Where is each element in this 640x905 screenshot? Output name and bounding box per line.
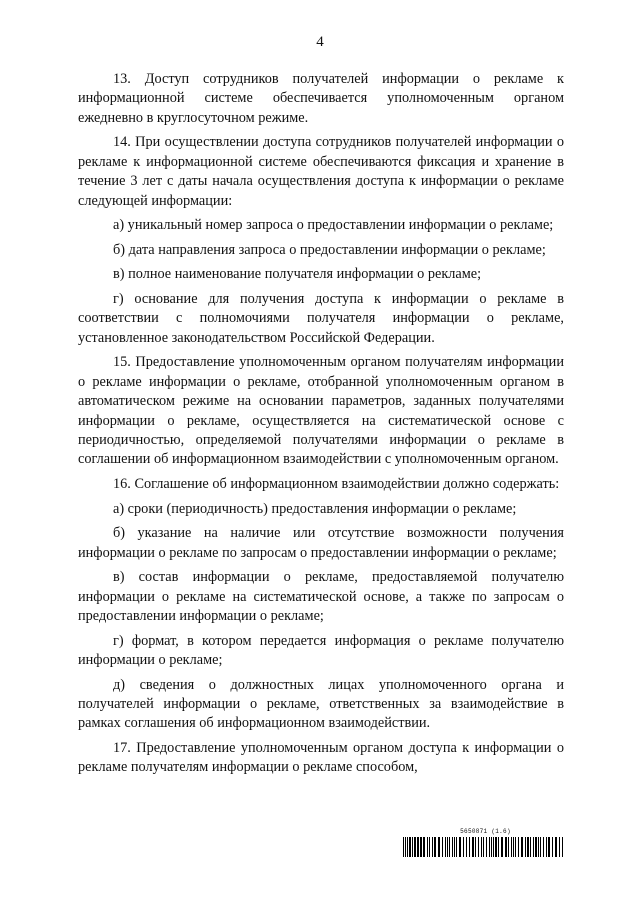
document-body xyxy=(78,70,564,783)
paragraph-14: 14. При осуществлении доступа сотрудников получателей информации о рекламе к информационной системе обеспечиваются фиксация и хранение в течение 3 лет с даты начала осуществления доступа к информации о рекламе следующей информации: xyxy=(78,134,564,209)
paragraph-14-g: г) основание для получения доступа к информации о рекламе в соответствии с полномочиями получателя информации о рекламе, установленное законодательством Российской Федерации. xyxy=(78,291,564,346)
paragraph-17: 17. Предоставление уполномоченным органом доступа к информации о рекламе получателям информации о рекламе способом, xyxy=(78,740,564,776)
paragraph-16: 16. Соглашение об информационном взаимодействии должно содержать: xyxy=(113,476,560,493)
barcode-icon xyxy=(403,837,563,857)
page-number: 4 xyxy=(316,34,324,50)
paragraph-16-d: д) сведения о должностных лицах уполномоченного органа и получателей информации о рекламе, ответственных за взаимодействие в рамках соглашения об информационном взаимодействии. xyxy=(78,676,564,732)
paragraph-15: 15. Предоставление уполномоченным органом получателям информации о рекламе информации о рекламе, отобранной уполномоченным органом в автоматическом режиме на основании параметров, заданных получателями информации о рекламе, осуществляется на систематической основе с периодичностью, определяемой получателями информации о рекламе в соглашении об информационном взаимодействии с уполномоченным органом. xyxy=(78,354,564,468)
paragraph-14-a: а) уникальный номер запроса о предоставлении информации о рекламе; xyxy=(113,217,554,234)
document-footer xyxy=(403,828,568,857)
paragraph-16-b: б) указание на наличие или отсутствие возможности получения информации о рекламе по запросам о предоставлении информации о рекламе; xyxy=(78,525,564,561)
paragraph-16-v: в) состав информации о рекламе, предоставляемой получателю информации о рекламе на систематической основе, а также по запросам о предоставлении информации о рекламе; xyxy=(78,569,564,625)
paragraph-13: 13. Доступ сотрудников получателей информации о рекламе к информационной системе обеспечивается уполномоченным органом ежедневно в круглосуточном режиме. xyxy=(78,71,564,126)
paragraph-14-v: в) полное наименование получателя информации о рекламе; xyxy=(113,266,482,283)
paragraph-16-g: г) формат, в котором передается информация о рекламе получателю информации о рекламе; xyxy=(78,632,564,669)
document-code: 5650871 (1.6) xyxy=(460,828,511,835)
paragraph-16-a: а) сроки (периодичность) предоставления информации о рекламе; xyxy=(113,500,517,517)
paragraph-14-b: б) дата направления запроса о предоставлении информации о рекламе; xyxy=(113,241,546,258)
